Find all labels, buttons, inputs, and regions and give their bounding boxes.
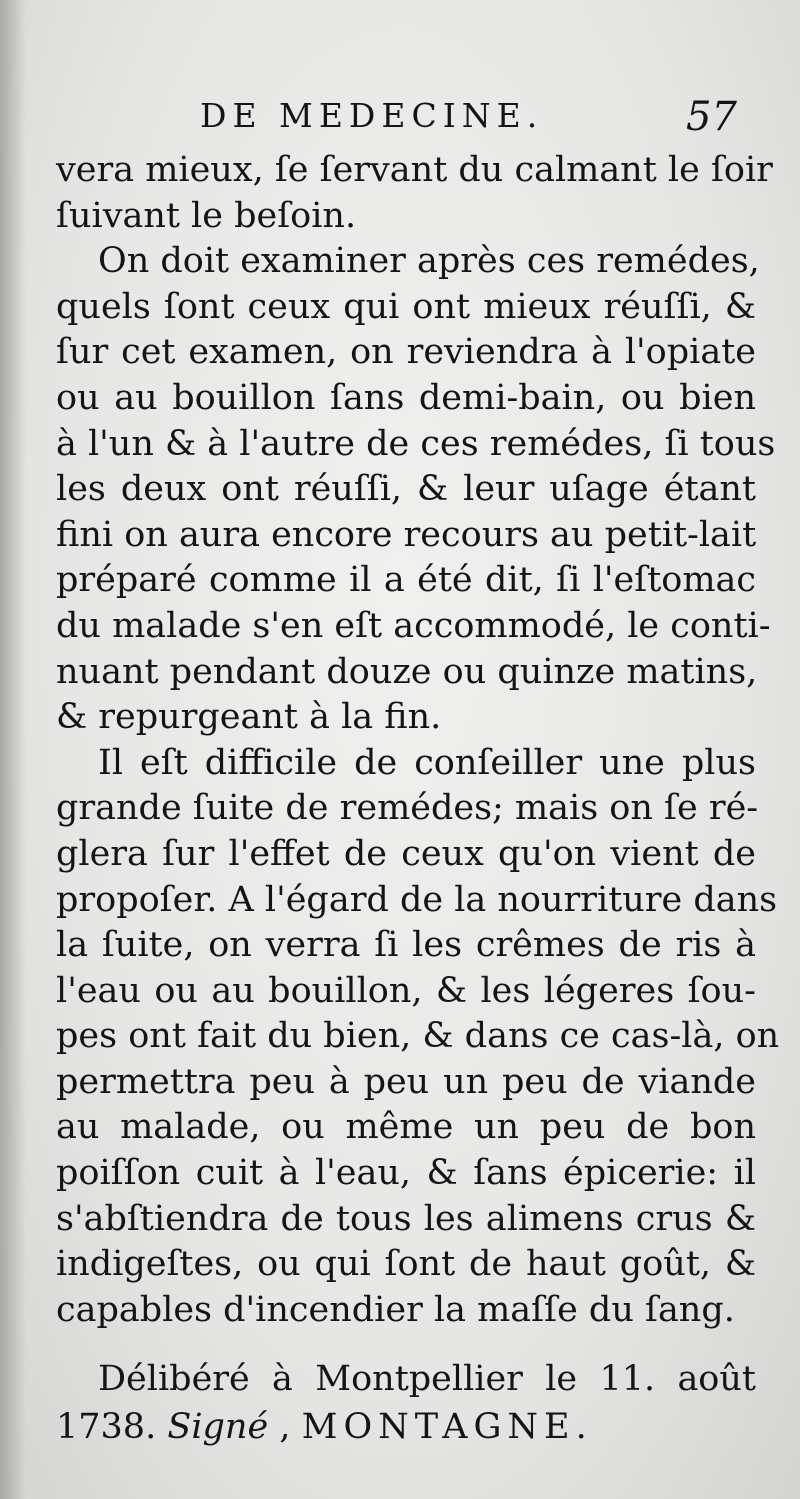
signatory-name: MONTAGNE.: [301, 1407, 593, 1447]
text-line: à l'un & à l'autre de ces remédes, ſi tous: [56, 423, 776, 464]
text-line: & repurgeant à la fin.: [56, 697, 442, 738]
text-line: quels ſont ceux qui ont mieux réuſſi, &: [56, 286, 756, 327]
gutter-shadow: [0, 0, 26, 1499]
text-line: permettra peu à peu un peu de viande: [56, 1061, 756, 1102]
text-line: glera ſur l'effet de ceux qu'on vient de: [56, 833, 756, 874]
page-number: 57: [686, 94, 737, 140]
signed-label: Signé: [167, 1407, 269, 1447]
text-line: du malade s'en eſt accommodé, le conti-: [56, 605, 771, 646]
text-line: ſuivant le beſoin.: [56, 195, 357, 236]
body-text: [56, 148, 780, 1333]
text-line: pes ont fait du bien, & dans ce cas-là, on: [56, 1016, 780, 1057]
text-line: préparé comme il a été dit, ſi l'eſtomac: [56, 560, 756, 601]
text-line: ſur cet examen, on reviendra à l'opiate: [56, 332, 756, 373]
text-line: au malade, ou même un peu de bon: [56, 1107, 756, 1148]
text-line: Il eſt difficile de conſeiller une plus: [98, 742, 756, 783]
text-line: fini on aura encore recours au petit-lait: [56, 514, 757, 555]
deliberation-date-line: Délibéré à Montpellier le 11. août: [98, 1359, 756, 1399]
text-line: poiſſon cuit à l'eau, & ſans épicerie: il: [56, 1153, 756, 1194]
text-line: vera mieux, ſe ſervant du calmant le ſoir: [56, 150, 773, 190]
signature-comma: ,: [279, 1407, 291, 1447]
text-line: ou au bouillon ſans demi-bain, ou bien: [56, 377, 756, 418]
signature-block: [56, 1355, 756, 1451]
text-line: les deux ont réuſſi, & leur uſage étant: [56, 469, 756, 510]
text-line: grande ſuite de remédes; mais on ſe ré-: [56, 788, 759, 829]
text-line: s'abſtiendra de tous les alimens crus &: [56, 1198, 756, 1239]
text-line: nuant pendant douze ou quinze matins,: [56, 651, 758, 692]
signature-year: 1738.: [56, 1407, 157, 1447]
text-line: propoſer. A l'égard de la nourriture dans: [56, 879, 778, 920]
running-head: DE MEDECINE.: [200, 96, 544, 135]
text-line: l'eau ou au bouillon, & les légeres ſou-: [56, 970, 756, 1011]
text-line: indigeſtes, ou qui ſont de haut goût, &: [56, 1244, 756, 1285]
signature-line: [56, 1403, 756, 1451]
text-line: capables d'incendier la maſſe du ſang.: [56, 1289, 735, 1330]
text-line: On doit examiner après ces remédes,: [98, 241, 760, 282]
text-line: la ſuite, on verra ſi les crêmes de ris à: [56, 925, 756, 966]
